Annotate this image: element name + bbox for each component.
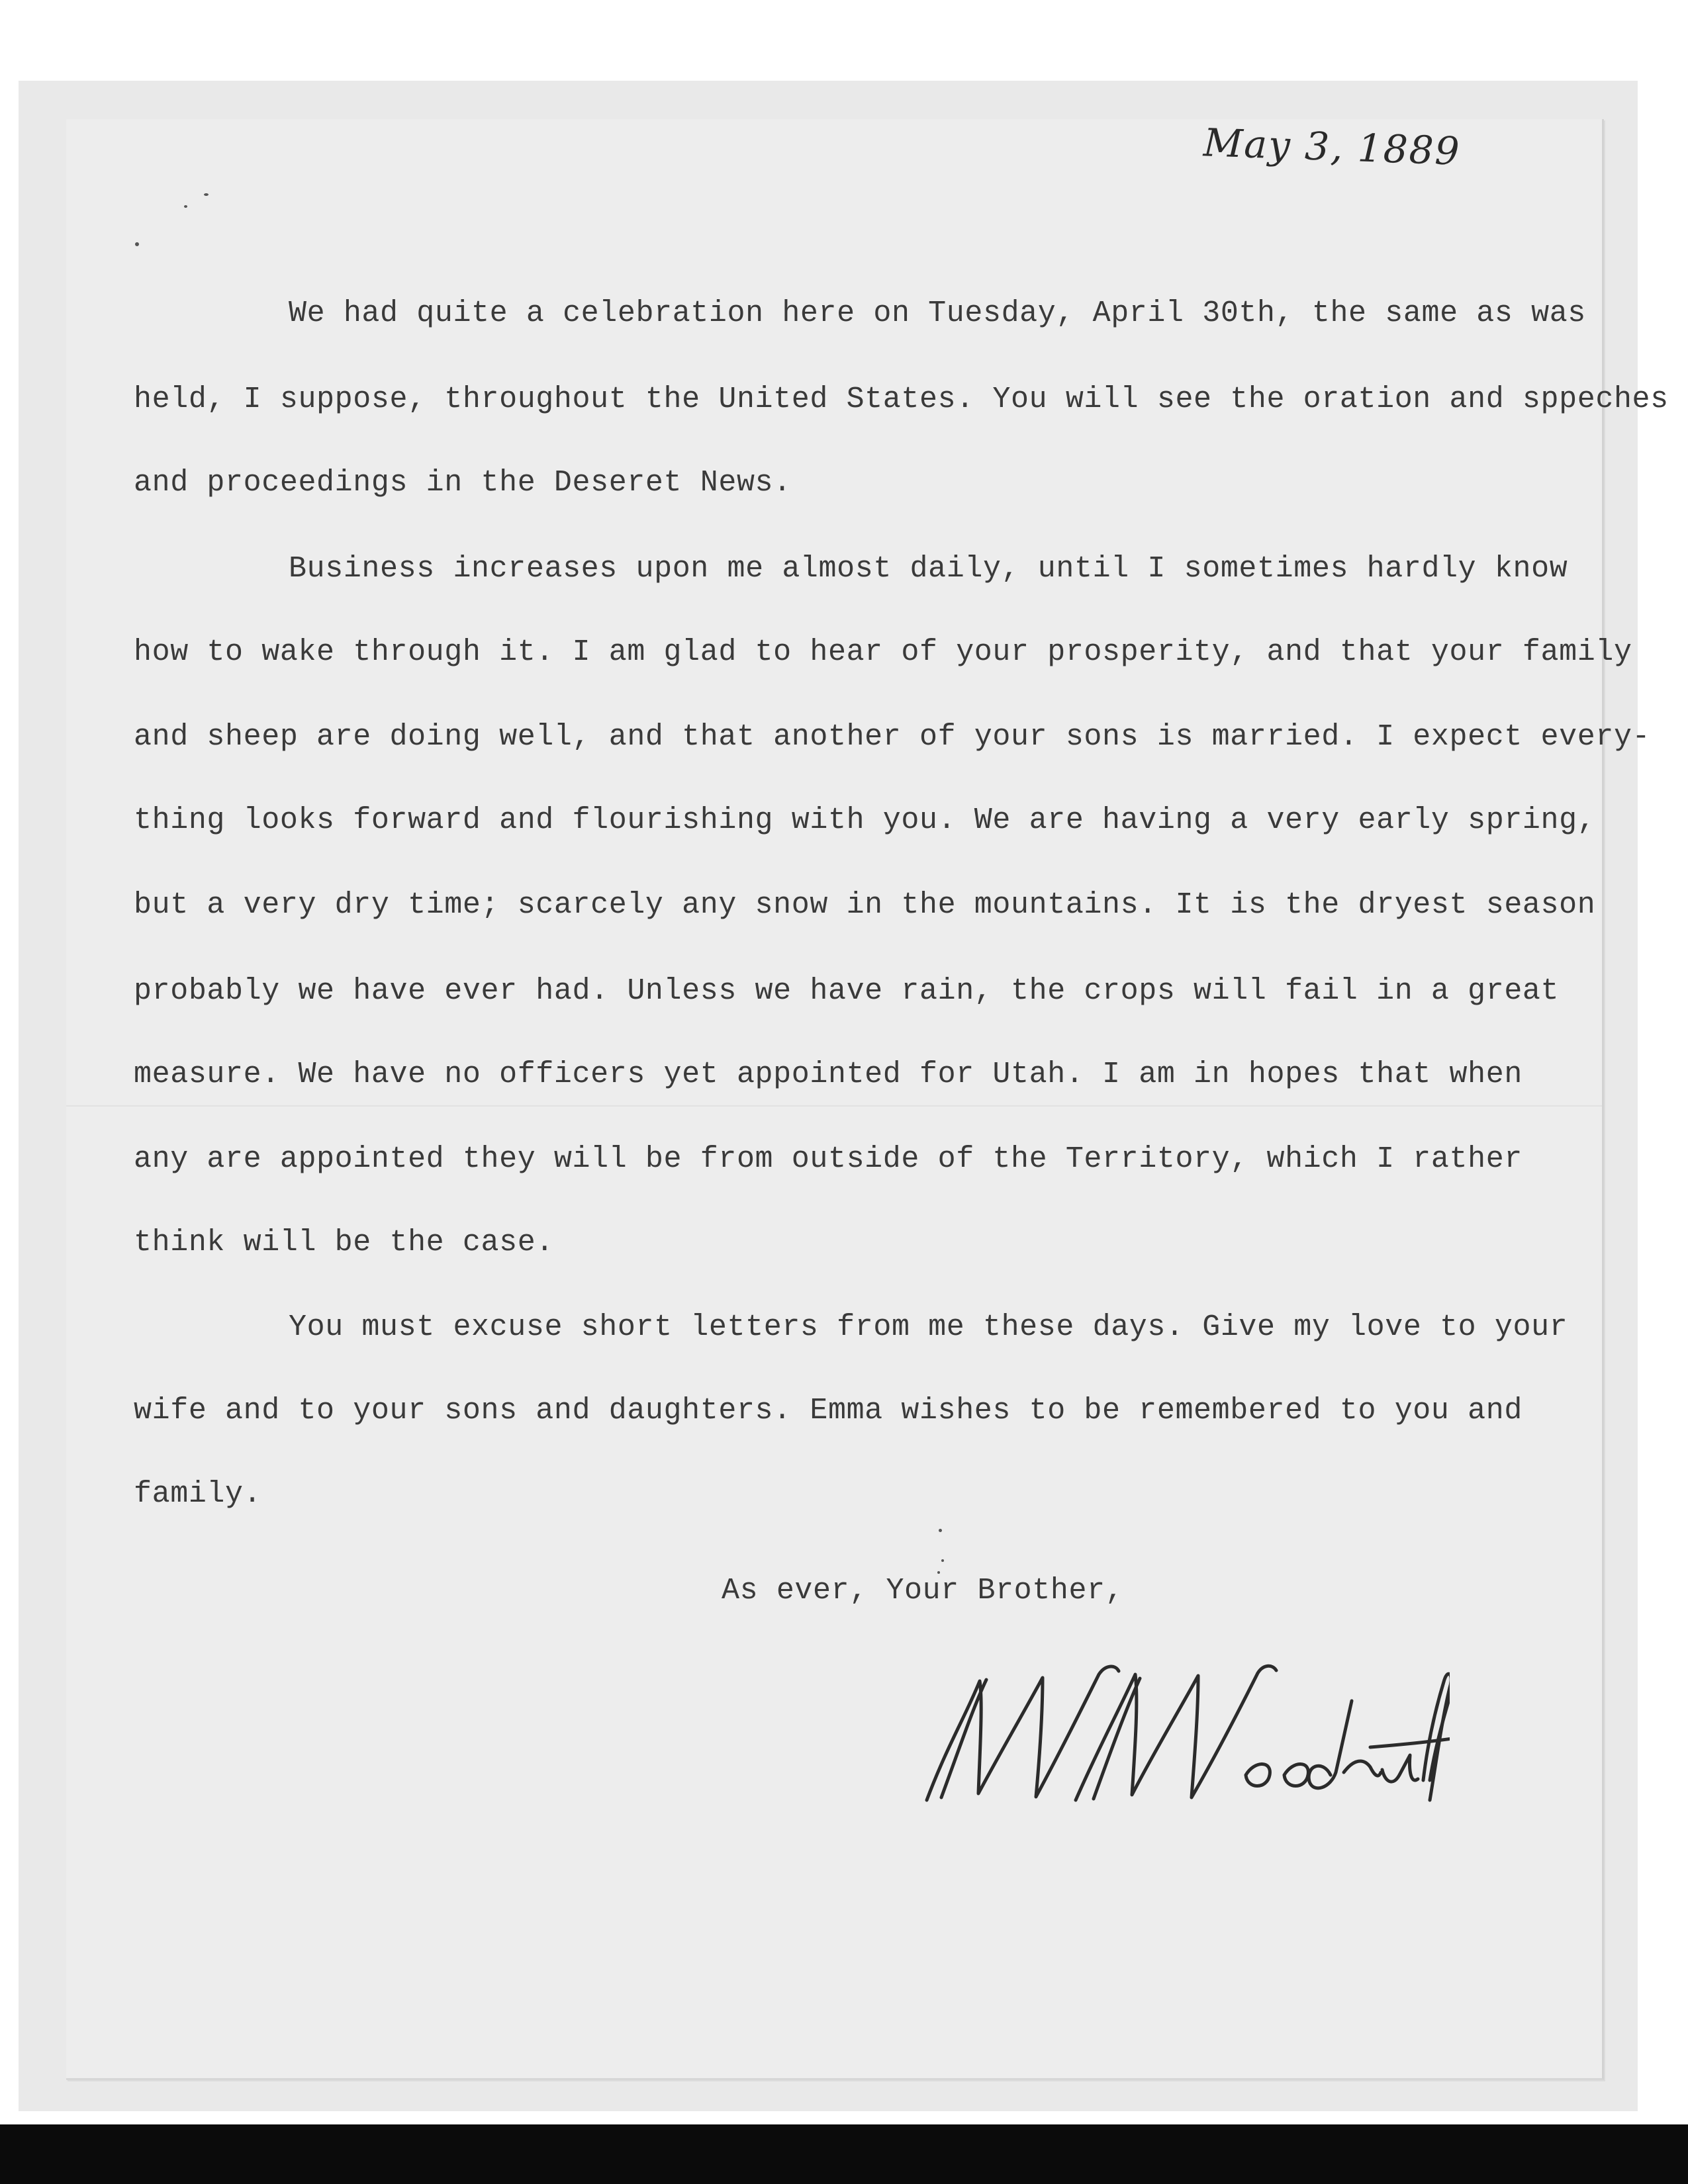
fold-crease	[66, 1105, 1602, 1107]
letter-line: held, I suppose, throughout the United States. You will see the oration and sppeches	[134, 383, 1669, 416]
scan-bottom-border	[0, 2124, 1688, 2184]
letter-line: measure. We have no officers yet appointed for Utah. I am in hopes that when	[134, 1058, 1523, 1091]
letter-line: We had quite a celebration here on Tuesday, April 30th, the same as was	[289, 296, 1586, 330]
letter-line: family.	[134, 1477, 262, 1511]
letter-line: how to wake through it. I am glad to hear of your prosperity, and that your family	[134, 635, 1632, 669]
ink-speck	[135, 242, 139, 246]
ink-speck	[204, 193, 209, 196]
signature	[907, 1602, 1450, 1853]
letter-line: but a very dry time; scarcely any snow in the mountains. It is the dryest season	[134, 888, 1596, 922]
letter-closing: As ever, Your Brother,	[722, 1574, 1124, 1608]
ink-speck	[939, 1529, 942, 1532]
ink-speck	[941, 1559, 944, 1562]
letter-line: and proceedings in the Deseret News.	[134, 466, 792, 500]
letter-line: and sheep are doing well, and that another of your sons is married. I expect every-	[134, 720, 1651, 754]
letter-line: Business increases upon me almost daily, until I sometimes hardly know	[289, 552, 1568, 586]
letter-line: You must excuse short letters from me these days. Give my love to your	[289, 1310, 1568, 1344]
letter-page	[66, 119, 1669, 2080]
letter-line: probably we have ever had. Unless we have rain, the crops will fail in a great	[134, 974, 1560, 1008]
letter-line: any are appointed they will be from outside of the Territory, which I rather	[134, 1142, 1523, 1176]
letter-line: think will be the case.	[134, 1226, 554, 1259]
ink-speck	[184, 205, 187, 208]
handwritten-date: May 3, 1889	[1202, 120, 1462, 174]
letter-line: wife and to your sons and daughters. Emma wishes to be remembered to you and	[134, 1394, 1523, 1428]
letter-line: thing looks forward and flourishing with you. We are having a very early spring,	[134, 803, 1596, 837]
